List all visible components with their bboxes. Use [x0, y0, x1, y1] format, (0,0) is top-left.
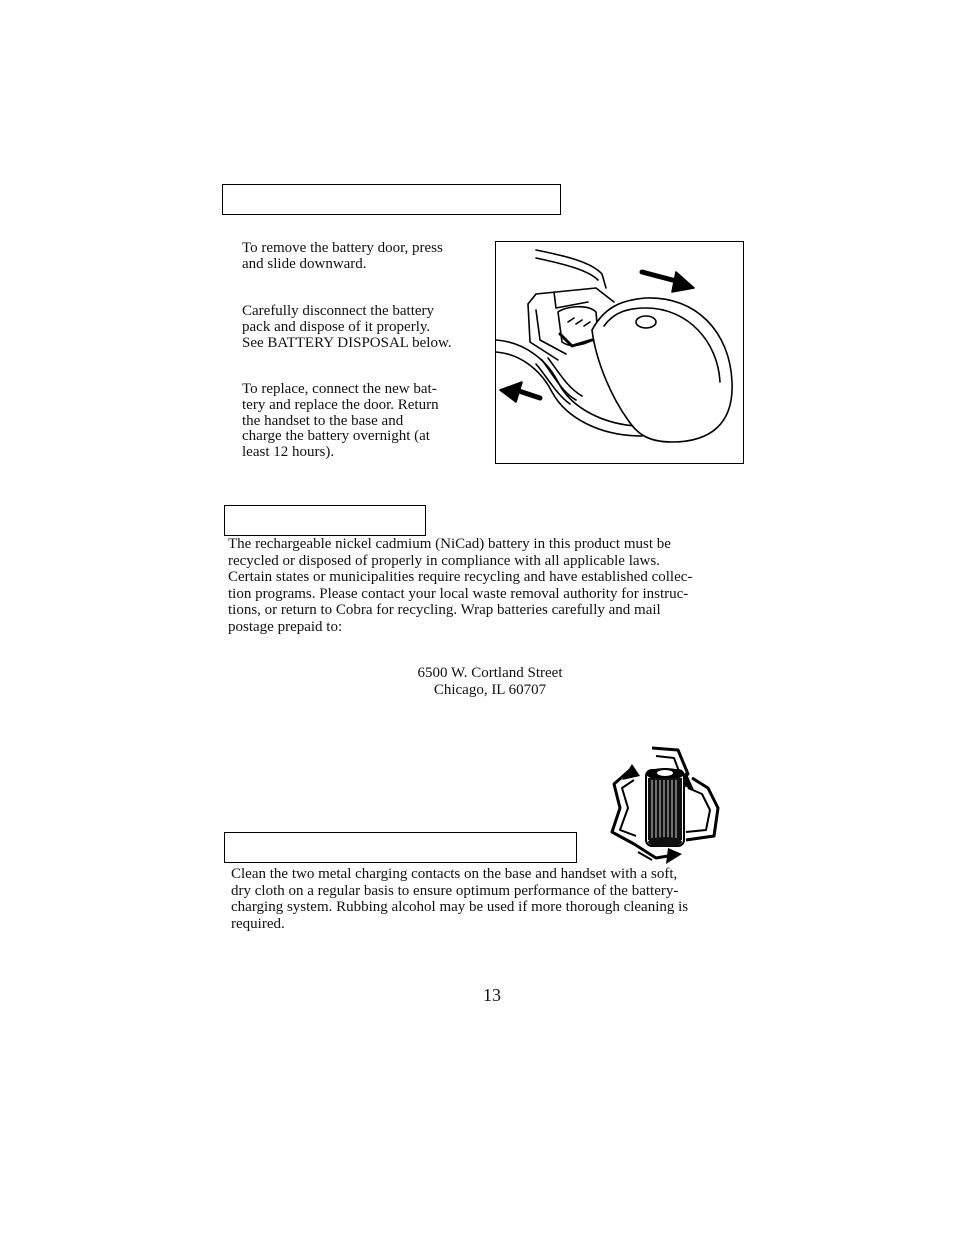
text-line: recycled or disposed of properly in compliance with all applicable laws. [228, 552, 660, 569]
text-line: See BATTERY DISPOSAL below. [242, 334, 452, 351]
text-line: Certain states or municipalities require recycling and have established collec- [228, 569, 693, 586]
step-remove-battery-door [242, 241, 443, 273]
text-line: charge the battery overnight (at [242, 428, 430, 445]
text-line: postage prepaid to: [228, 618, 343, 635]
text-line: required. [231, 915, 285, 932]
text-line: The rechargeable nickel cadmium (NiCad) battery in this product must be [228, 536, 671, 552]
charging-contacts-paragraph [231, 866, 688, 932]
section-heading-box-battery-disposal [224, 505, 426, 536]
section-heading-box-charging-contacts [224, 832, 577, 863]
text-line: tery and replace the door. Return [242, 396, 439, 413]
text-line: charging system. Rubbing alcohol may be used if more thorough cleaning is [231, 899, 689, 916]
text-line: tion programs. Please contact your local waste removal authority for instruc- [228, 585, 689, 602]
text-line: To replace, connect the new bat- [242, 381, 437, 397]
text-line: dry cloth on a regular basis to ensure optimum performance of the battery- [231, 882, 679, 899]
page-number: 13 [483, 985, 501, 1005]
handset-battery-door-illustration [495, 241, 744, 464]
step-replace-battery [242, 382, 439, 461]
text-line: the handset to the base and [242, 412, 404, 429]
text-line: Carefully disconnect the battery [242, 303, 435, 319]
text-line: pack and dispose of it properly. [242, 318, 431, 335]
text-line: tions, or return to Cobra for recycling. Wrap batteries carefully and mail [228, 602, 661, 619]
text-line: Clean the two metal charging contacts on the base and handset with a soft, [231, 866, 678, 882]
address-line: Chicago, IL 60707 [433, 681, 547, 698]
battery-recycle-icon [608, 744, 726, 864]
text-line: and slide downward. [242, 255, 367, 272]
text-line: To remove the battery door, press [242, 240, 443, 256]
battery-disposal-paragraph [228, 536, 692, 636]
text-line: least 12 hours). [242, 444, 335, 461]
mailing-address [330, 665, 650, 698]
section-heading-box-battery-replacement [222, 184, 561, 215]
step-disconnect-battery [242, 304, 452, 351]
address-line: 6500 W. Cortland Street [417, 665, 563, 681]
